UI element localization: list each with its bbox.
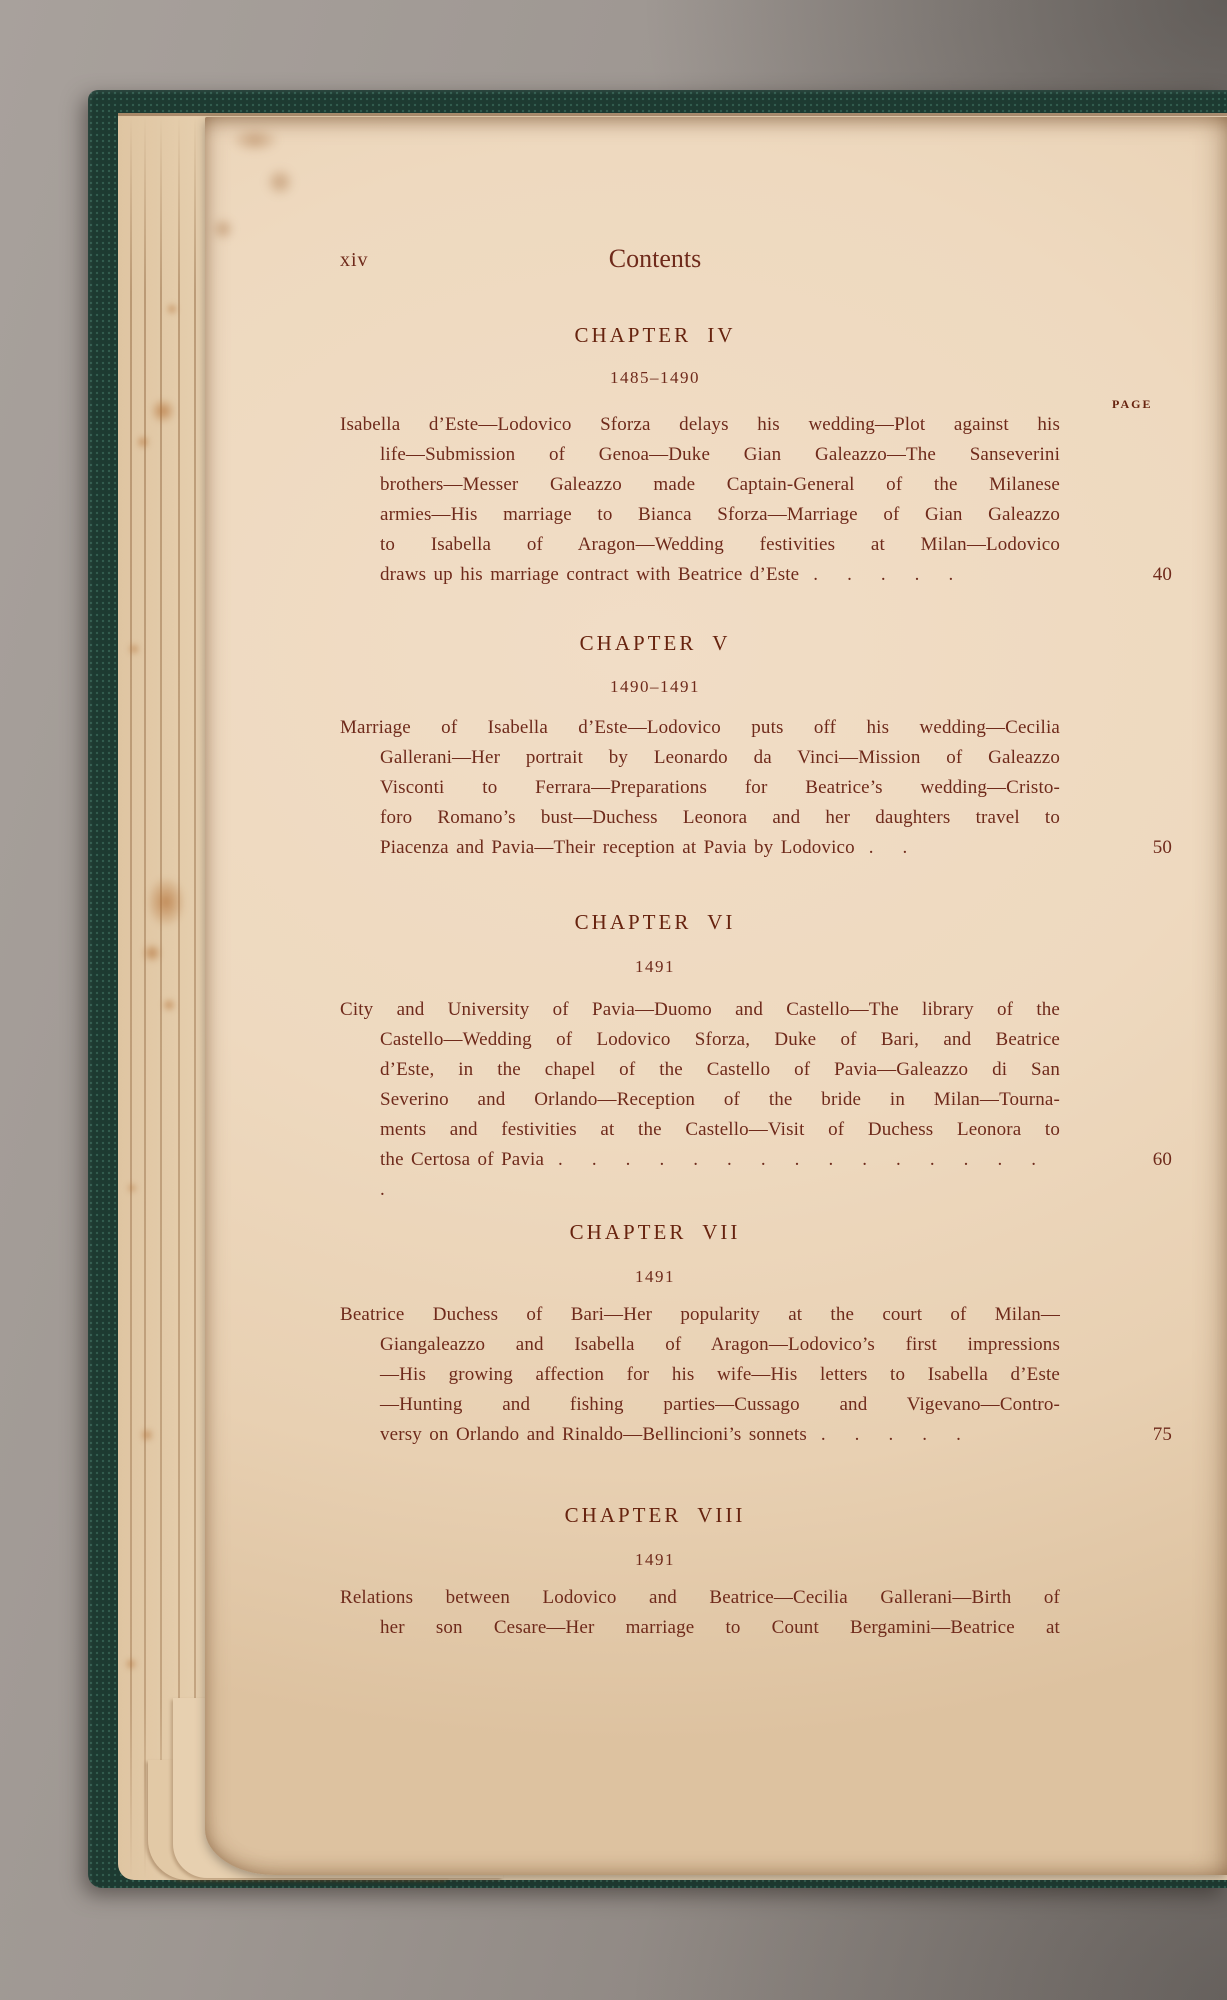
page-number: 60 [1152, 1149, 1172, 1170]
chapter-synopsis [340, 1300, 1172, 1450]
chapter-heading: CHAPTER IV [574, 323, 736, 347]
page-number: 75 [1152, 1424, 1172, 1445]
synopsis-line: Isabella d’Este—Lodovico Sforza delays his wedding—Plot against his [340, 414, 1060, 435]
synopsis-line: Marriage of Isabella d’Este—Lodovico puts off his wedding—Cecilia [340, 717, 1060, 738]
chapter-heading: CHAPTER VI [574, 910, 736, 934]
book-page [205, 117, 1227, 1875]
foxing-spot [140, 1428, 154, 1442]
foxing-spot [265, 167, 295, 197]
synopsis-line: Relations between Lodovico and Beatrice—Cecilia Gallerani—Birth of [340, 1587, 1060, 1608]
chapter-dates: 1491 [635, 957, 675, 976]
foxing-spot [211, 217, 235, 241]
folio-number: xiv [340, 249, 369, 271]
chapter-dates: 1490–1491 [610, 677, 700, 696]
chapter-dates: 1491 [635, 1267, 675, 1286]
synopsis-tail-text: draws up his marriage contract with Beatrice d’Este [380, 564, 800, 585]
synopsis-line: Giangaleazzo and Isabella of Aragon—Lodovico’s first impressions [380, 1334, 1060, 1355]
foxing-spot [128, 643, 140, 655]
page-edge-line [130, 116, 132, 1880]
foxing-spot [162, 998, 176, 1012]
page-edge-line [178, 116, 180, 1880]
chapter-synopsis [340, 410, 1172, 590]
synopsis-line [340, 1420, 1172, 1450]
synopsis-tail-text: Piacenza and Pavia—Their reception at Pavia by Lodovico [380, 837, 855, 858]
synopsis-line: her son Cesare—Her marriage to Count Bergamini—Beatrice at [380, 1617, 1060, 1638]
synopsis-line: Gallerani—Her portrait by Leonardo da Vinci—Mission of Galeazzo [380, 747, 1060, 768]
synopsis-tail-text: the Certosa of Pavia [380, 1149, 545, 1170]
synopsis-tail-text: versy on Orlando and Rinaldo—Bellincioni’s sonnets [380, 1424, 807, 1445]
leader-dots: . . . . . . . . . . . . . . . . [380, 1149, 1037, 1200]
foxing-spot [142, 943, 162, 963]
chapter-dates: 1485–1490 [610, 368, 700, 387]
synopsis-line: Castello—Wedding of Lodovico Sforza, Duke of Bari, and Beatrice [380, 1029, 1060, 1050]
synopsis-line: Beatrice Duchess of Bari—Her popularity at the court of Milan— [340, 1304, 1060, 1325]
page-column-label: PAGE [1112, 397, 1153, 411]
synopsis-line: life—Submission of Genoa—Duke Gian Galeazzo—The Sanseverini [380, 444, 1060, 465]
synopsis-line: Visconti to Ferrara—Preparations for Beatrice’s wedding—Cristo- [380, 777, 1060, 798]
chapter-heading: CHAPTER VII [569, 1220, 741, 1244]
chapter-heading: CHAPTER VIII [564, 1503, 746, 1527]
chapter-dates: 1491 [635, 1550, 675, 1569]
foxing-spot [127, 1183, 137, 1193]
leader-dots: . . . . . [820, 1424, 961, 1445]
foxing-spot [125, 1658, 137, 1670]
chapter-synopsis [340, 995, 1172, 1205]
page-edge-line [144, 116, 146, 1880]
synopsis-line: City and University of Pavia—Duomo and Castello—The library of the [340, 999, 1060, 1020]
page-number: 40 [1152, 564, 1172, 585]
synopsis-line: —His growing affection for his wife—His letters to Isabella d’Este [380, 1364, 1060, 1385]
chapter-heading: CHAPTER V [579, 631, 731, 655]
synopsis-line: foro Romano’s bust—Duchess Leonora and her daughters travel to [380, 807, 1060, 828]
chapter-synopsis [340, 713, 1172, 863]
synopsis-line: —Hunting and fishing parties—Cussago and Vigevano—Contro- [380, 1394, 1060, 1415]
synopsis-line: d’Este, in the chapel of the Castello of Pavia—Galeazzo di San [380, 1059, 1060, 1080]
synopsis-line [340, 1145, 1172, 1205]
foxing-spot [136, 435, 150, 449]
page-number: 50 [1152, 837, 1172, 858]
synopsis-line [340, 560, 1172, 590]
synopsis-line [340, 833, 1172, 863]
foxing-spot [146, 876, 186, 928]
synopsis-line: ments and festivities at the Castello—Visit of Duchess Leonora to [380, 1119, 1060, 1140]
chapter-synopsis [340, 1583, 1060, 1643]
running-title: Contents [608, 244, 702, 273]
page-edge-line [194, 116, 196, 1880]
leader-dots: . . . . . [813, 564, 954, 585]
synopsis-line: armies—His marriage to Bianca Sforza—Marriage of Gian Galeazzo [380, 504, 1060, 525]
page-header [340, 242, 1060, 278]
synopsis-line: to Isabella of Aragon—Wedding festivities at Milan—Lodovico [380, 534, 1060, 555]
page-edge-line [160, 116, 162, 1880]
foxing-spot [230, 127, 280, 153]
foxing-spot [166, 303, 178, 315]
synopsis-line: brothers—Messer Galeazzo made Captain-General of the Milanese [380, 474, 1060, 495]
synopsis-line: Severino and Orlando—Reception of the bride in Milan—Tourna- [380, 1089, 1060, 1110]
leader-dots: . . [868, 837, 908, 858]
foxing-spot [150, 398, 176, 424]
